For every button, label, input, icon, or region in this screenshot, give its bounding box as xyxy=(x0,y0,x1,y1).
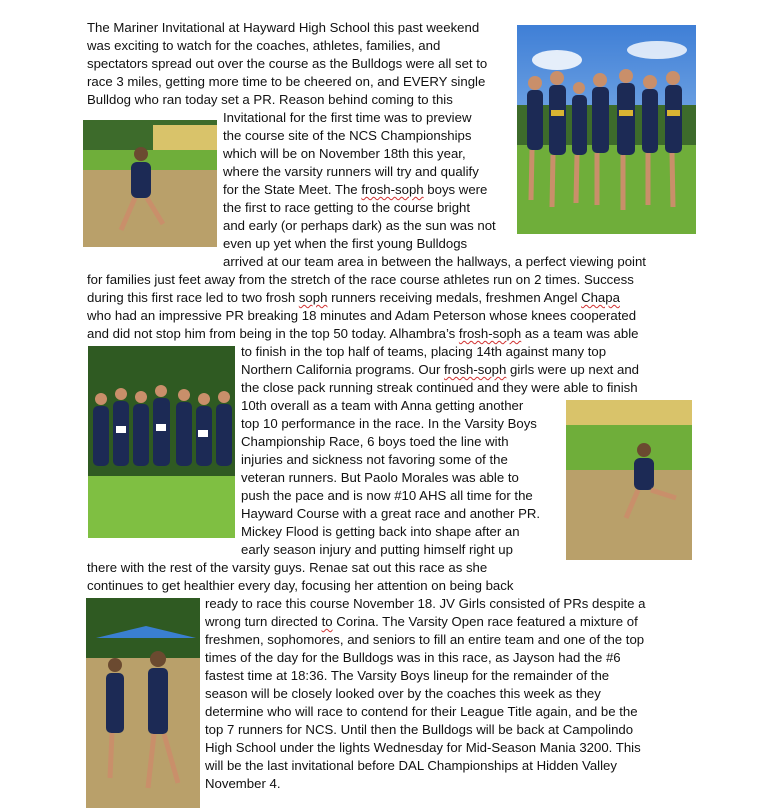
text-line: the close pack running streak continued and they were able to finish xyxy=(241,380,638,395)
flagged-word: to xyxy=(321,614,333,629)
pack-race-photo xyxy=(88,346,235,538)
text-line: the course site of the NCS Championships xyxy=(223,128,472,143)
text-line: the first to race getting to the course bright xyxy=(223,200,471,215)
text-line: High School under the lights Wednesday for Mid-Season Mania 3200. This xyxy=(205,740,641,755)
text-line: to finish in the top half of teams, placing 14th against many top xyxy=(241,344,607,359)
flagged-word: frosh-soph xyxy=(444,362,507,377)
text-line: race 3 miles, getting more time to be cheered on, and EVERY single xyxy=(87,74,486,89)
flagged-word: Chapa xyxy=(581,290,620,305)
text-line: Hayward Course with a great race and another PR. xyxy=(241,506,541,521)
text-line: Northern California programs. Our frosh-soph girls were up next and xyxy=(241,362,640,377)
text-line: veteran runners. But Paolo Morales was able to xyxy=(241,470,519,485)
text-line: freshmen, sophomores, and seniors to fill an entire team and one of the top xyxy=(205,632,645,647)
flagged-word: frosh-soph xyxy=(458,326,522,341)
runner-photo-2 xyxy=(566,400,692,560)
text-line: determine who will race to contend for their League Title again, and be the xyxy=(205,704,638,719)
text-line: will be the last invitational before DAL Championships at Hidden Valley xyxy=(205,758,617,773)
flagged-word: soph xyxy=(298,290,328,305)
text-line: The Mariner Invitational at Hayward High School this past weekend xyxy=(87,20,480,35)
team-group-photo xyxy=(517,25,696,234)
text-line: spectators spread out over the course as the Bulldogs were all set to xyxy=(87,56,488,71)
text-line: which will be on November 18th this year, xyxy=(223,146,466,161)
text-line: and early (or perhaps dark) as the sun was not xyxy=(223,218,496,233)
text-line: during this first race led to two frosh soph runners receiving medals, freshmen Angel Chapa xyxy=(87,290,620,305)
text-line: where the varsity runners will try and qualify xyxy=(223,164,479,179)
text-line: 10th overall as a team with Anna getting another xyxy=(241,398,524,413)
text-line: injuries and sickness not favoring some of the xyxy=(241,452,508,467)
text-line: Bulldog who ran today set a PR. Reason behind coming to this xyxy=(87,92,453,107)
runner-photo-1 xyxy=(83,120,217,247)
text-line: and did not stop him from being in the top 50 today. Alhambra’s frosh-soph as a team was able xyxy=(87,326,639,341)
flagged-word: frosh-soph xyxy=(361,182,424,197)
text-line: for families just feet away from the stretch of the race course athletes run on 2 times. Success xyxy=(87,272,634,287)
girls-runners-photo xyxy=(86,598,200,808)
text-line: top 10 performance in the race. In the Varsity Boys xyxy=(241,416,537,431)
text-line: fastest time at 18:36. The Varsity Boys lineup for the remainder of the xyxy=(205,668,610,683)
text-line: continues to get healthier every day, focusing her attention on being back xyxy=(87,578,514,593)
text-line: arrived at our team area in between the hallways, a perfect viewing point xyxy=(223,254,646,269)
text-line: times of the day for the Bulldogs was in this race, as Jayson had the #6 xyxy=(205,650,621,665)
text-line: for the State Meet. The frosh-soph boys were xyxy=(223,182,488,197)
text-line: season will be closely looked over by the coaches this week as they xyxy=(205,686,601,701)
text-line: was exciting to watch for the coaches, athletes, families, and xyxy=(87,38,441,53)
text-line: Championship Race, 6 boys toed the line with xyxy=(241,434,509,449)
text-line: top 7 runners for NCS. Until then the Bulldogs will be back at Campolindo xyxy=(205,722,634,737)
text-line: push the pace and is now #10 AHS all time for the xyxy=(241,488,533,503)
text-line: who had an impressive PR breaking 18 minutes and Adam Peterson whose knees cooperated xyxy=(87,308,637,323)
text-line: ready to race this course November 18. JV Girls consisted of PRs despite a xyxy=(205,596,646,611)
text-line: early season injury and putting himself right up xyxy=(241,542,513,557)
text-line: wrong turn directed to Corina. The Varsity Open race featured a mixture of xyxy=(205,614,638,629)
text-line: there with the rest of the varsity guys. Renae sat out this race as she xyxy=(87,560,488,575)
text-line: even up yet when the first young Bulldogs xyxy=(223,236,468,251)
text-line: November 4. xyxy=(205,776,281,791)
text-line: Mickey Flood is getting back into shape after an xyxy=(241,524,520,539)
text-line: Invitational for the first time was to preview xyxy=(223,110,472,125)
